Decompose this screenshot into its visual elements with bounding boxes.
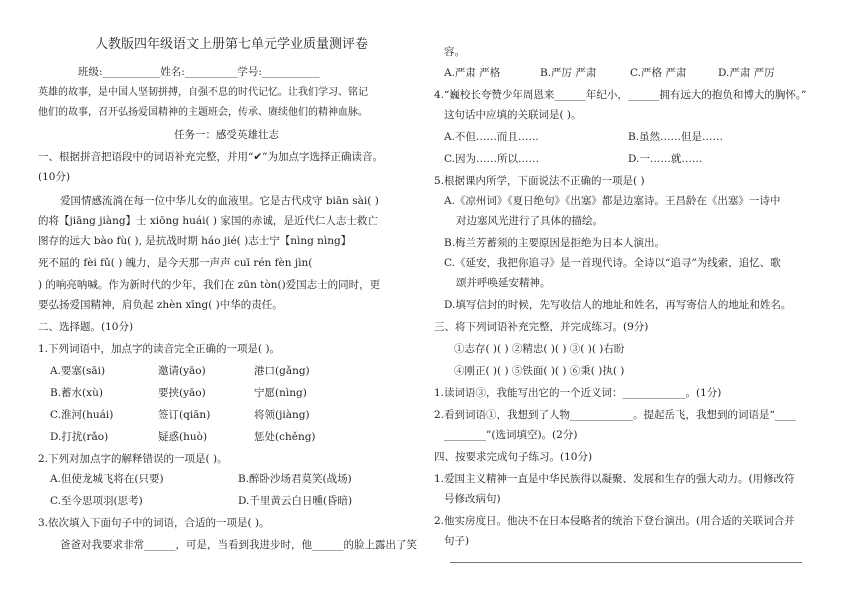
section3-question-2-line-2: ________”(选词填空)。(2分): [444, 429, 578, 441]
q5-option-d: D.填写信封的时候，先写收信人的地址和姓名，再写寄信人的地址和姓名。: [444, 299, 792, 311]
section1-heading: 一、根据拼音把语段中的词语补充完整，并用“✔”为加点字选择正确读音。: [38, 151, 384, 163]
question-3-sentence: 爸爸对我要求非常______，可是，当看到我进步时，他______的脸上露出了笑: [60, 539, 417, 551]
question-5: 5.根据课内所学，下面说法不正确的一项是( ): [434, 175, 645, 187]
section3-question-1: 1.读词语③，我能写出它的一个近义词：____________。(1分): [434, 387, 722, 399]
q1-option-c-word-3: 将领(jiàng): [254, 409, 310, 421]
exam-title: 人教版四年级语文上册第七单元学业质量测评卷: [95, 37, 369, 52]
passage-line-6: 要弘扬爱国精神，肩负起 zhèn xīng( )中华的责任。: [38, 299, 283, 311]
q5-option-c-line-2: 颂并呼唤延安精神。: [456, 277, 551, 289]
section3-words-row-1: ①志存( )( ) ②精忠( )( ) ③( )( )右盼: [454, 343, 625, 355]
passage-line-4: 死不屈的 fèi fǔ( ) 魄力，是今天那一声声 cuī rén fèn jìn(: [38, 257, 313, 269]
section4-question-1-line-2: 号修改病句): [444, 493, 501, 505]
q5-option-a-line-2: 对边塞风光进行了具体的描绘。: [456, 215, 603, 227]
q3-option-a: A.严肃 严格: [444, 67, 501, 79]
q1-option-d-word-3: 惩处(chěng): [254, 431, 316, 443]
section4-question-2-line-2: 句子): [444, 535, 470, 547]
task-heading: 任务一：感受英雄壮志: [174, 129, 279, 141]
q4-option-c: C.因为……所以……: [444, 153, 539, 165]
question-2: 2.下列对加点字的解释错误的一项是( )。: [38, 453, 228, 465]
question-4-stem: 这句话中应填的关联词是( )。: [444, 109, 582, 121]
section4-question-1-line-1: 1.爱国主义精神一直是中华民族得以凝聚、发展和生存的强大动力。(用修改符: [434, 473, 795, 485]
question-3: 3.依次填入下面句子中的词语，合适的一项是( )。: [38, 517, 270, 529]
q1-option-b-word-2: 要挟(yāo): [158, 387, 206, 399]
q4-option-a: A.不但……而且……: [444, 131, 539, 143]
passage-line-5: ) 的响亮呐喊。作为新时代的少年，我们在 zūn tòn()爱国志士的同时，更: [38, 279, 381, 291]
q2-option-b: B.醉卧沙场君莫笑(战场): [238, 473, 352, 485]
section3-words-row-2: ④刚正( )( ) ⑤铁面( )( ) ⑥秉( )执( ): [454, 365, 625, 377]
q4-option-b: B.虽然……但是……: [628, 131, 724, 143]
q1-option-b-word-1: B.蓄水(xù): [50, 387, 103, 399]
answer-line: [450, 562, 802, 563]
intro-line-1: 英雄的故事，是中国人坚韧拼搏，自强不息的时代记忆。让我们学习、铭记: [38, 87, 368, 98]
q2-option-c: C.至今思项羽(思考): [50, 495, 143, 507]
q1-option-c-word-2: 签订(qiān): [158, 409, 211, 421]
q2-option-a: A.但使龙城飞将在(只要): [50, 473, 164, 485]
passage-line-3: 图存的远大 bào fù( ), 是抗战时期 háo jié( )志士宁【nìng nìng】: [38, 235, 352, 247]
q1-option-d-word-2: 疑惑(huò): [158, 431, 208, 443]
section3-heading: 三、将下列词语补充完整，并完成练习。(9分): [434, 321, 649, 333]
q3-option-d: D.严肃 严厉: [718, 67, 775, 79]
q1-option-b-word-3: 宁愿(nìng): [254, 387, 307, 399]
section4-heading: 四、按要求完成句子练习。(10分): [434, 451, 593, 463]
question-1: 1.下列词语中，加点字的读音完全正确的一项是( )。: [38, 343, 281, 355]
q1-option-d-word-1: D.打扰(rǎo): [50, 431, 109, 443]
q4-option-d: D.一……就……: [628, 153, 703, 165]
q1-option-a-word-2: 邀请(yāo): [158, 365, 206, 377]
q3-sentence-continued: 容。: [444, 46, 465, 58]
section4-question-2-line-1: 2.他实房度日。他决不在日本侵略者的统治下登台演出。(用合适的关联词合并: [434, 515, 795, 527]
q1-option-a-word-3: 港口(gǎng): [254, 365, 310, 377]
q2-option-d: D.千里黄云白日曛(昏暗): [238, 495, 353, 507]
passage-line-1: 爱国情感流淌在每一位中华儿女的血液里。它是古代戍守 biān sài( ): [60, 195, 379, 207]
q3-option-c: C.严格 严肃: [630, 67, 687, 79]
section3-question-2-line-1: 2.看到词语①，我想到了人物____________。提起岳飞，我想到的词语是“____: [434, 409, 796, 421]
section1-score: (10分): [38, 171, 71, 183]
q1-option-a-word-1: A.要塞(sāi): [50, 365, 106, 377]
intro-line-2: 他们的故事，召开弘扬爱国精神的主题班会，传承、赓续他们的精神血脉。: [38, 107, 368, 118]
student-info-line: 班级:___________姓名:__________学号:___________: [78, 66, 320, 78]
section2-heading: 二、选择题。(10分): [38, 321, 134, 333]
q5-option-c-line-1: C.《延安，我把你追寻》是一首现代诗。全诗以“追寻”为线索，追忆、歌: [444, 257, 781, 269]
q3-option-b: B.严厉 严肃: [540, 67, 597, 79]
q5-option-b: B.梅兰芳蓄须的主要原因是拒绝为日本人演出。: [444, 237, 666, 249]
q5-option-a-line-1: A.《凉州词》《夏日绝句》《出塞》都是边塞诗。王昌龄在《出塞》一诗中: [444, 195, 781, 207]
q1-option-c-word-1: C.淮河(huái): [50, 409, 114, 421]
question-4: 4.“巍校长夸赞少年周恩来______年纪小，______拥有远大的抱负和博大的胸怀。”: [434, 89, 807, 101]
passage-line-2: 的将【jiāng jiàng】士 xiōng huái( ) 家国的赤诚，是近代仁人志士救亡: [38, 215, 378, 227]
